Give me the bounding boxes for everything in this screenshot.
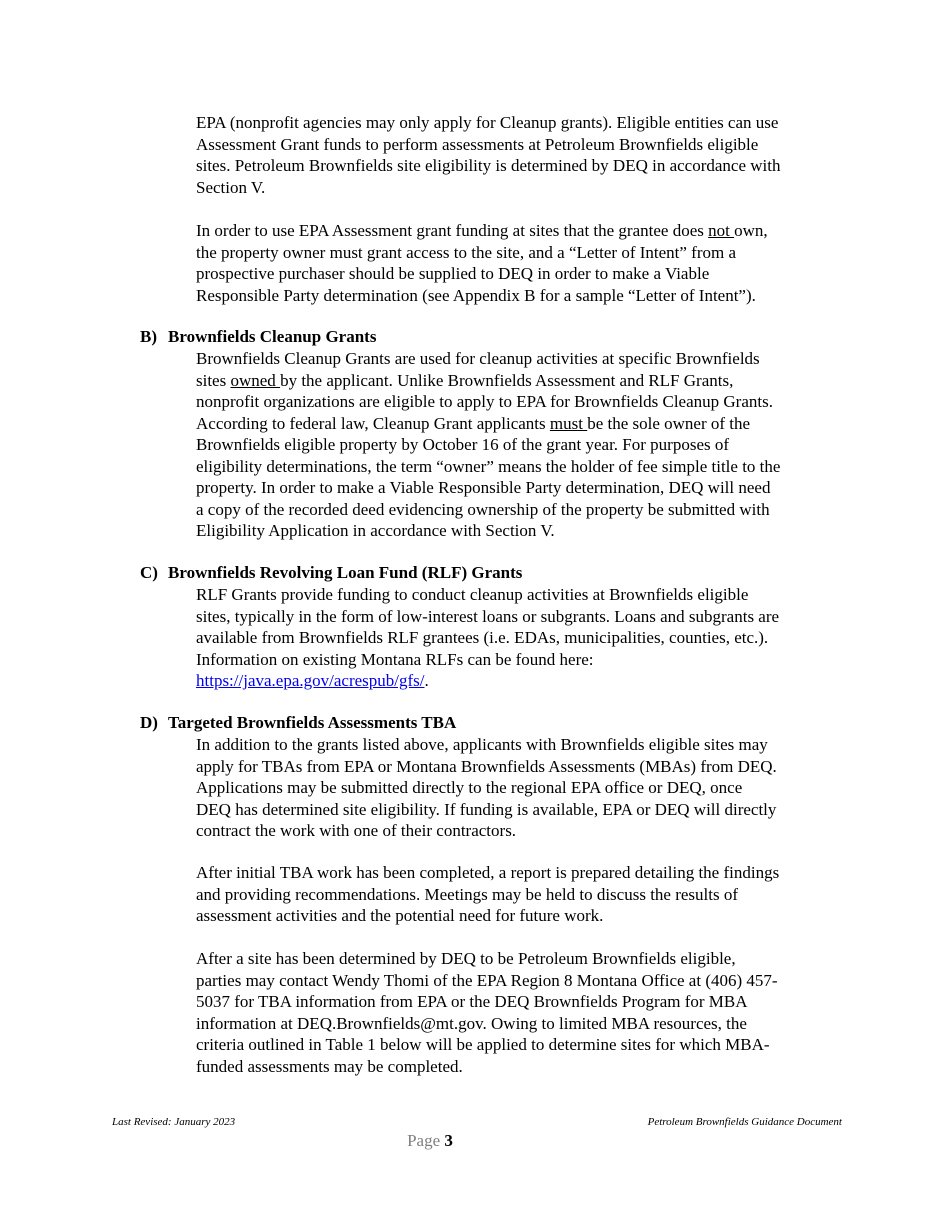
intro-paragraph-1 <box>196 112 846 198</box>
text-line: available from Brownfields RLF grantees (i.e. EDAs, municipalities, counties, etc.). <box>196 628 769 647</box>
section-b-body <box>196 348 846 542</box>
text-line: nonprofit organizations are eligible to apply to EPA for Brownfields Cleanup Grants. <box>196 392 773 411</box>
text-line: contract the work with one of their contractors. <box>196 821 517 840</box>
footer-document-title: Petroleum Brownfields Guidance Document <box>647 1116 842 1128</box>
text-line: After a site has been determined by DEQ to be Petroleum Brownfields eligible, <box>196 949 736 968</box>
text-line: criteria outlined in Table 1 below will be applied to determine sites for which MBA- <box>196 1035 770 1054</box>
text-line: funded assessments may be completed. <box>196 1056 463 1076</box>
text-line: Brownfields eligible property by October 16 of the grant year. For purposes of <box>196 435 730 454</box>
text-line: apply for TBAs from EPA or Montana Brownfields Assessments (MBAs) from DEQ. <box>196 756 777 776</box>
text-line: Section V. <box>196 177 266 197</box>
text-line: https://java.epa.gov/acrespub/gfs/. <box>196 671 429 690</box>
text-line: information at DEQ.Brownfields@mt.gov. Owing to limited MBA resources, the <box>196 1013 747 1033</box>
text-line: RLF Grants provide funding to conduct cleanup activities at Brownfields eligible <box>196 585 749 604</box>
text-line: In order to use EPA Assessment grant funding at sites that the grantee does not own, <box>196 221 768 240</box>
section-c-heading: C) Brownfields Revolving Loan Fund (RLF) Grants <box>140 563 523 582</box>
text-line: eligibility determinations, the term “owner” means the holder of fee simple title to the <box>196 456 781 476</box>
page-label: Page <box>407 1131 441 1150</box>
text-line: Brownfields Cleanup Grants are used for cleanup activities at specific Brownfields <box>196 349 760 368</box>
text-line: prospective purchaser should be supplied to DEQ in order to make a Viable <box>196 264 710 283</box>
text-line: property. In order to make a Viable Responsible Party determination, DEQ will need <box>196 478 771 497</box>
text-line: Assessment Grant funds to perform assessments at Petroleum Brownfields eligible <box>196 134 759 154</box>
section-d-paragraph-1 <box>196 734 846 842</box>
text-line: 5037 for TBA information from EPA or the DEQ Brownfields Program for MBA <box>196 992 748 1011</box>
footer-revision-date: Last Revised: January 2023 <box>112 1116 236 1128</box>
text-line: and providing recommendations. Meetings may be held to discuss the results of <box>196 884 739 904</box>
section-d-paragraph-3 <box>196 948 846 1077</box>
text-line: According to federal law, Cleanup Grant applicants must be the sole owner of the <box>196 413 751 433</box>
text-line: DEQ has determined site eligibility. If funding is available, EPA or DEQ will directly <box>196 799 777 819</box>
text-line: parties may contact Wendy Thomi of the EPA Region 8 Montana Office at (406) 457- <box>196 970 778 990</box>
section-d-heading: D) Targeted Brownfields Assessments TBA <box>140 713 457 732</box>
text-line: a copy of the recorded deed evidencing ownership of the property be submitted with <box>196 499 770 519</box>
text-line: sites. Petroleum Brownfields site eligibility is determined by DEQ in accordance with <box>196 156 781 175</box>
intro-paragraph-2 <box>196 220 846 306</box>
text-line: After initial TBA work has been completed, a report is prepared detailing the findings <box>196 863 780 882</box>
page-number <box>0 1131 860 1151</box>
section-b-heading: B) Brownfields Cleanup Grants <box>140 327 377 346</box>
text-line: EPA (nonprofit agencies may only apply for Cleanup grants). Eligible entities can use <box>196 113 779 132</box>
text-line: Responsible Party determination (see Appendix B for a sample “Letter of Intent”). <box>196 285 756 305</box>
text-line: sites, typically in the form of low-interest loans or subgrants. Loans and subgrants are <box>196 606 780 626</box>
text-line: the property owner must grant access to the site, and a “Letter of Intent” from a <box>196 242 737 262</box>
section-d-paragraph-2 <box>196 862 846 927</box>
rlf-link[interactable]: https://java.epa.gov/acrespub/gfs/ <box>196 671 425 690</box>
text-line: Eligibility Application in accordance with Section V. <box>196 521 555 540</box>
text-line: In addition to the grants listed above, applicants with Brownfields eligible sites may <box>196 735 768 754</box>
text-line: Information on existing Montana RLFs can be found here: <box>196 649 594 669</box>
text-line: sites owned by the applicant. Unlike Brownfields Assessment and RLF Grants, <box>196 370 734 390</box>
text-line: Applications may be submitted directly to the regional EPA office or DEQ, once <box>196 778 743 797</box>
section-c-body <box>196 584 846 692</box>
page-number-value: 3 <box>444 1131 453 1150</box>
text-line: assessment activities and the potential need for future work. <box>196 906 604 925</box>
